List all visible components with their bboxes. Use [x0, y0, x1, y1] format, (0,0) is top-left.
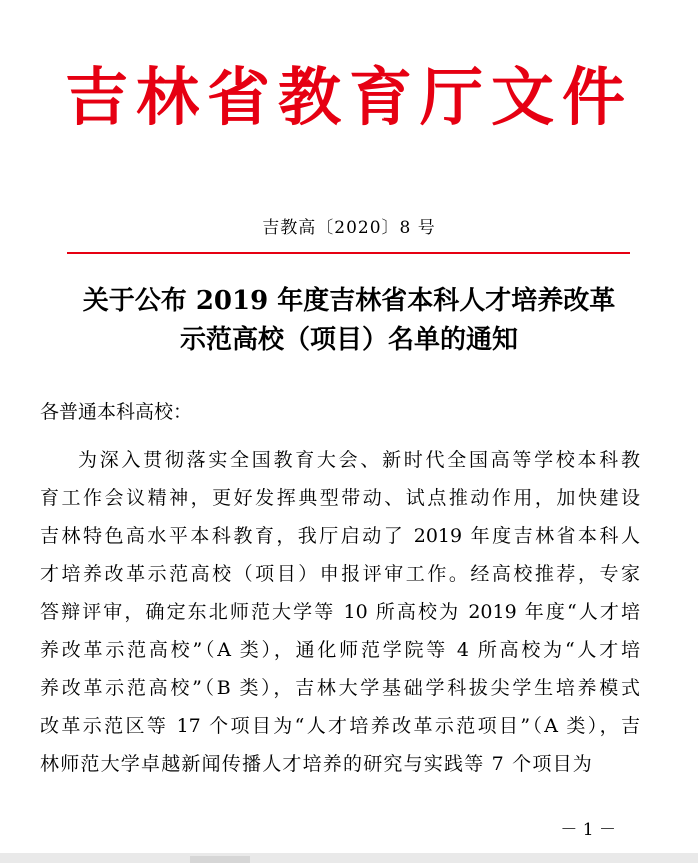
document-number: 吉教高〔2020〕8 号 [262, 218, 436, 238]
body-text-line: 为深入贯彻落实全国教育大会、新时代全国高等学校本科教 [78, 449, 640, 471]
scrollbar-thumb[interactable] [190, 856, 250, 863]
red-divider-line [67, 252, 630, 254]
body-text-line: 才培养改革示范高校（项目）申报评审工作。经高校推荐，专家 [40, 563, 640, 585]
body-text-line: 改革示范区等 17 个项目为“人才培养改革示范项目”（A 类），吉 [40, 715, 640, 737]
body-text-line: 育工作会议精神，更好发挥典型带动、试点推动作用，加快建设 [40, 487, 640, 509]
body-text-line: 养改革示范高校”（B 类），吉林大学基础学科拔尖学生培养模式 [40, 677, 640, 699]
notice-title-line-1: 关于公布 2019 年度吉林省本科人才培养改革 [82, 286, 616, 316]
horizontal-scrollbar[interactable] [0, 853, 698, 863]
page-number: － 1 － [560, 820, 616, 840]
agency-header-title: 吉林省教育厅文件 [65, 61, 633, 134]
body-text-line: 吉林特色高水平本科教育，我厅启动了 2019 年度吉林省本科人 [40, 525, 640, 547]
body-text-line: 答辩评审，确定东北师范大学等 10 所高校为 2019 年度“人才培 [40, 601, 640, 623]
salutation: 各普通本科高校： [40, 401, 193, 423]
notice-title-line-2: 示范高校（项目）名单的通知 [179, 325, 518, 355]
body-text-line: 林师范大学卓越新闻传播人才培养的研究与实践等 7 个项目为 [40, 753, 593, 775]
body-text-line: 养改革示范高校”（A 类），通化师范学院等 4 所高校为“人才培 [40, 639, 640, 661]
